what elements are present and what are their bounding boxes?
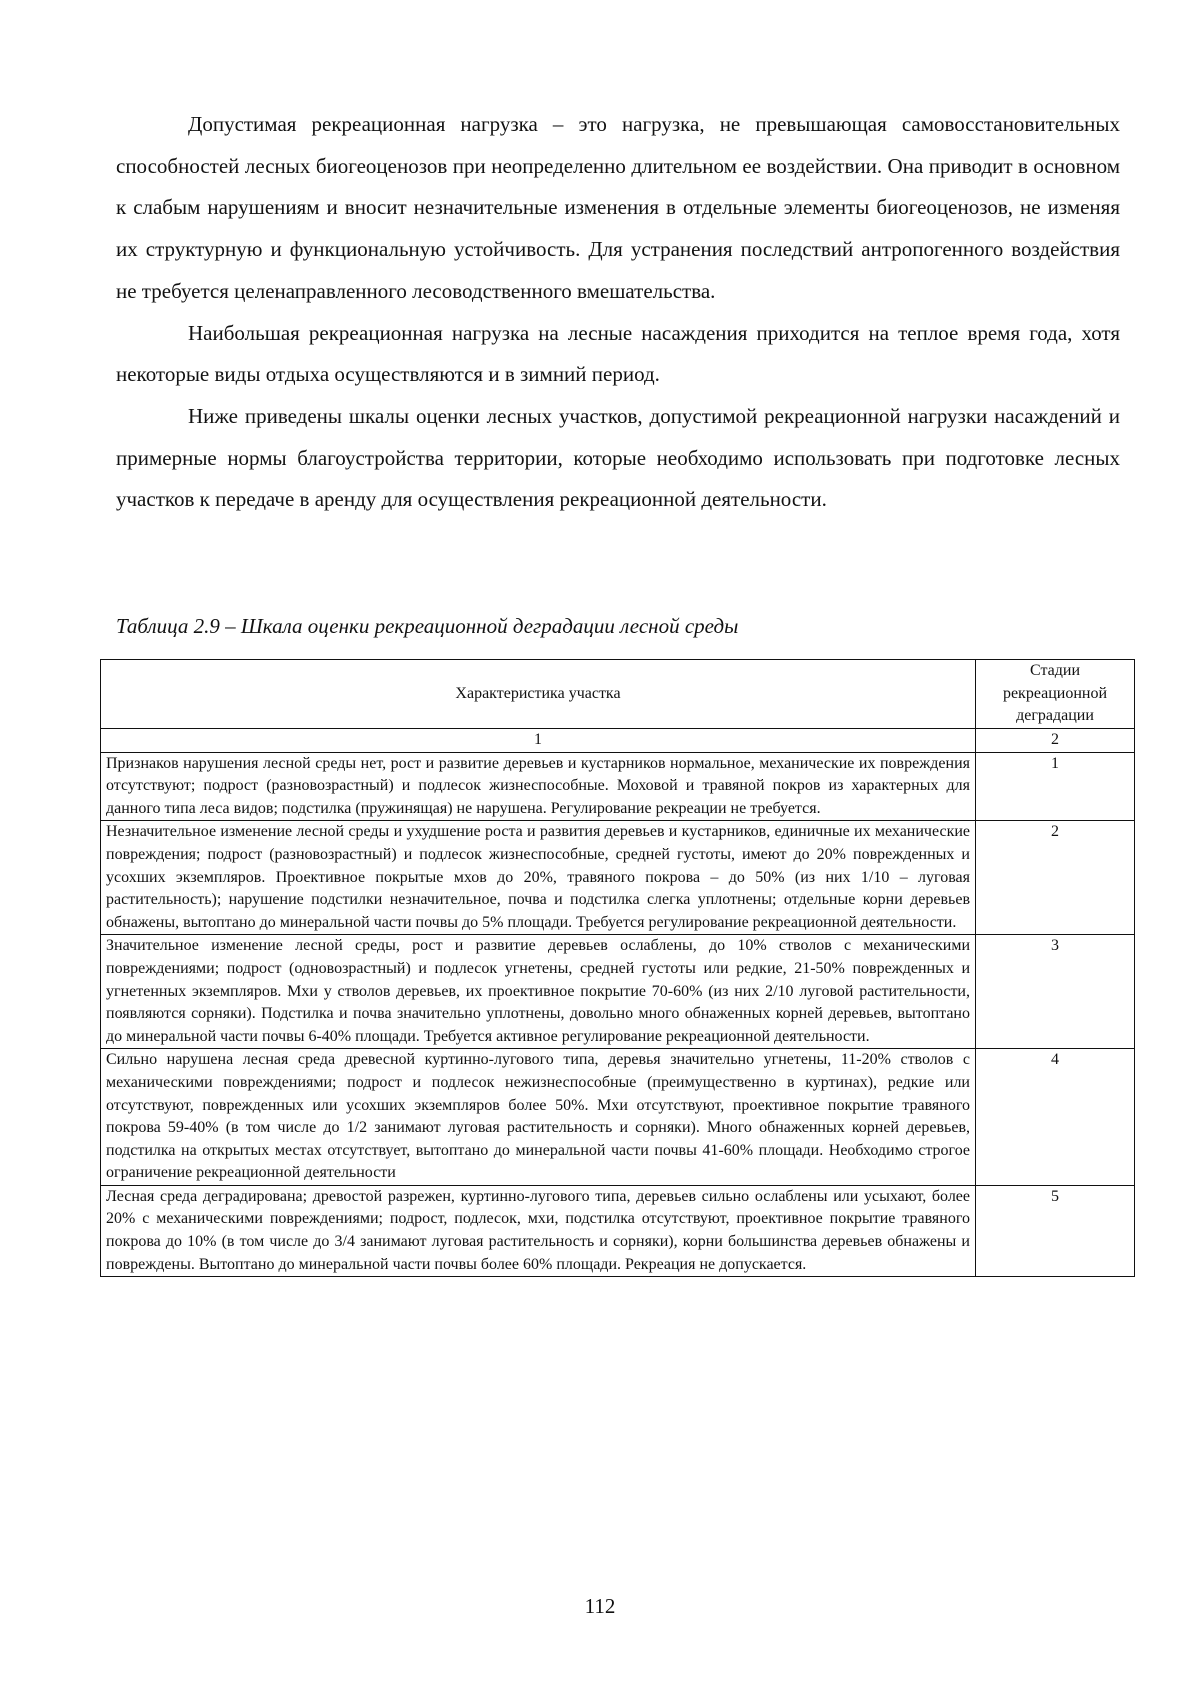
row-description: Сильно нарушена лесная среда древесной куртинно-лугового типа, деревья значительно угнетены, 11-20% стволов с механическими повреждениями; подрост и подлесок нежизнеспособные (преимущественно в куртинах), редкие или отсутствуют, поврежденных или усохших экземпляров более 50%. Мхи отсутствуют, проективное покрытие травяного покрова 59-40% (в том числе до 1/2 занимают луговая растительность и сорняки). Много обнаженных корней деревьев, подстилка на открытых местах отсутствует, вытоптано до минеральной части почвы 41-60% площади. Необходимо строгое ограничение рекреационной деятельности [101, 1049, 976, 1186]
table-row [101, 1185, 1135, 1276]
row-stage: 4 [976, 1049, 1135, 1186]
table-row [101, 935, 1135, 1049]
row-stage: 5 [976, 1185, 1135, 1276]
row-description: Признаков нарушения лесной среды нет, рост и развитие деревьев и кустарников нормальное, механические их повреждения отсутствуют; подрост (разновозрастный) и подлесок жизнеспособные. Моховой и травяной покров из характерных для данного типа леса видов; подстилка (пружинящая) не нарушена. Регулирование рекреации не требуется. [101, 752, 976, 821]
table-caption: Таблица 2.9 – Шкала оценки рекреационной деградации лесной среды [116, 614, 739, 638]
column-number-row [101, 729, 1135, 753]
column-number-2: 2 [976, 729, 1135, 753]
table-row [101, 1049, 1135, 1186]
table-header-row [101, 660, 1135, 729]
row-stage: 2 [976, 821, 1135, 935]
row-stage: 3 [976, 935, 1135, 1049]
row-description: Значительное изменение лесной среды, рост и развитие деревьев ослаблены, до 10% стволов с механическими повреждениями; подрост (одновозрастный) и подлесок угнетены, средней густоты или редкие, 21-50% поврежденных и угнетенных экземпляров. Мхи у стволов деревьев, их проективное покрытие 70-60% (из них 2/10 луговой растительности, появляются сорняки). Подстилка и почва значительно уплотнены, довольно много обнаженных корней деревьев, вытоптано до минеральной части почвы 6-40% площади. Требуется активное регулирование рекреационной деятельности. [101, 935, 976, 1049]
table-row [101, 821, 1135, 935]
header-characteristic: Характеристика участка [101, 660, 976, 729]
paragraph-scales-intro: Ниже приведены шкалы оценки лесных участков, допустимой рекреационной нагрузки насаждений и примерные нормы благоустройства территории, которые необходимо использовать при подготовке лесных участков к передаче в аренду для осуществления рекреационной деятельности. [116, 403, 1120, 512]
paragraph-seasonal-load: Наибольшая рекреационная нагрузка на лесные насаждения приходится на теплое время года, хотя некоторые виды отдыха осуществляются и в зимний период. [116, 320, 1120, 387]
row-stage: 1 [976, 752, 1135, 821]
table-row [101, 752, 1135, 821]
row-description: Незначительное изменение лесной среды и ухудшение роста и развития деревьев и кустарников, единичные их механические повреждения; подрост (разновозрастный) и подлесок жизнеспособные, средней густоты, имеют до 20% поврежденных и усохших экземпляров. Проективное покрытые мхов до 20%, травяного покрова – до 50% (из них 1/10 – луговая растительность); нарушение подстилки незначительное, почва и подстилка слегка уплотнены; отдельные корни деревьев обнажены, вытоптано до минеральной части почвы до 5% площади. Требуется регулирование рекреационной деятельности. [101, 821, 976, 935]
header-stage: Стадии рекреационной деградации [976, 660, 1135, 729]
page-number: 112 [584, 1594, 616, 1618]
paragraph-permissible-load: Допустимая рекреационная нагрузка – это нагрузка, не превышающая самовосстановительных способностей лесных биогеоценозов при неопределенно длительном ее воздействии. Она приводит в основном к слабым нарушениям и вносит незначительные изменения в отдельные элементы биогеоценозов, не изменяя их структурную и функциональную устойчивость. Для устранения последствий антропогенного воздействия не требуется целенаправленного лесоводственного вмешательства. [116, 112, 1120, 303]
body-text [116, 104, 1120, 521]
column-number-1: 1 [101, 729, 976, 753]
degradation-scale-table [100, 659, 1135, 1277]
row-description: Лесная среда деградирована; древостой разрежен, куртинно-лугового типа, деревьев сильно ослаблены или усыхают, более 20% с механическими повреждениями; подрост, подлесок, мхи, подстилка отсутствуют, проективное покрытие травяного покрова до 10% (в том числе до 3/4 занимают луговая растительность и сорняки), корни большинства деревьев обнажены и повреждены. Вытоптано до минеральной части почвы более 60% площади. Рекреация не допускается. [101, 1185, 976, 1276]
